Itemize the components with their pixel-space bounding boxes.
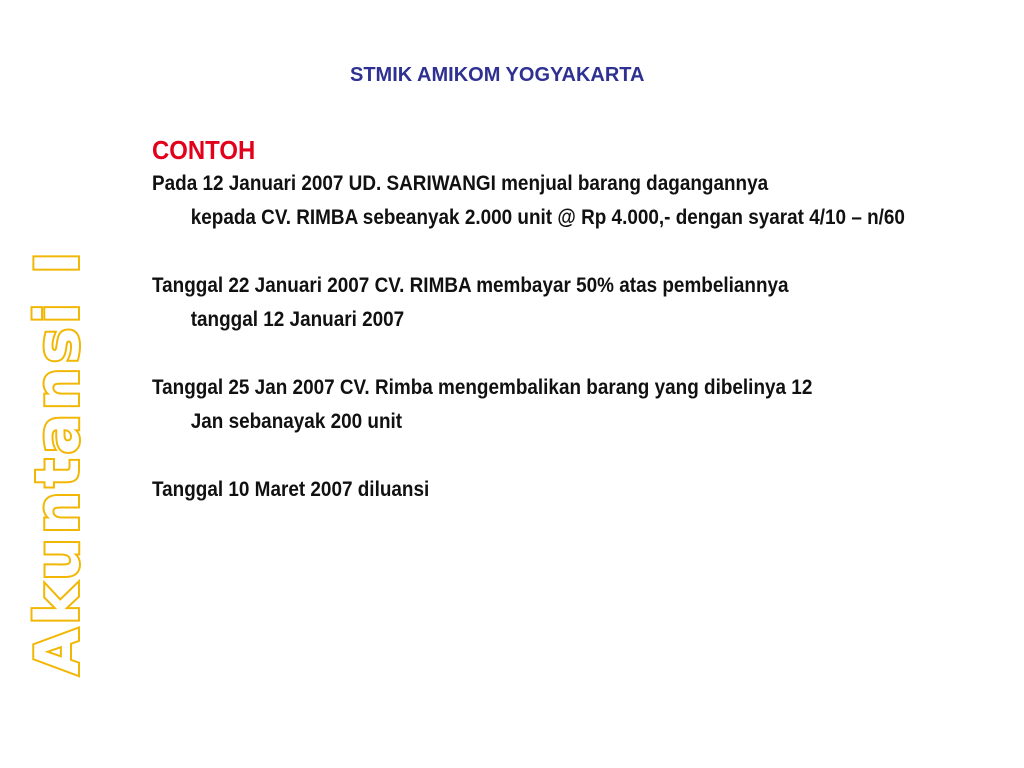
paragraph-1 [152, 166, 979, 234]
paragraph-2-continuation: tanggal 12 Januari 2007 [190, 307, 405, 331]
side-title-graphic [23, 170, 93, 680]
paragraph-2-first-line: Tanggal 22 Januari 2007 CV. RIMBA membayar 50% atas pembeliannya [152, 273, 789, 297]
paragraph-4-first-line: Tanggal 10 Maret 2007 diluansi [152, 477, 430, 501]
paragraph-3-first-line: Tanggal 25 Jan 2007 CV. Rimba mengembalikan barang yang dibelinya 12 [152, 375, 813, 399]
paragraph-4 [152, 472, 979, 506]
paragraph-3-continuation: Jan sebanayak 200 unit [190, 409, 403, 433]
paragraph-1-first-line: Pada 12 Januari 2007 UD. SARIWANGI menjual barang dagangannya [152, 171, 769, 195]
content-heading: CONTOH [152, 135, 256, 165]
side-title [23, 170, 93, 680]
paragraph-3 [152, 370, 979, 438]
side-title-text: Akuntansi I [23, 247, 93, 675]
header-title: STMIK AMIKOM YOGYAKARTA [350, 64, 645, 86]
paragraph-2 [152, 268, 979, 336]
content-body [152, 134, 982, 540]
paragraph-1-continuation: kepada CV. RIMBA sebeanyak 2.000 unit @ Rp 4.000,- dengan syarat 4/10 – n/60 [190, 205, 905, 229]
